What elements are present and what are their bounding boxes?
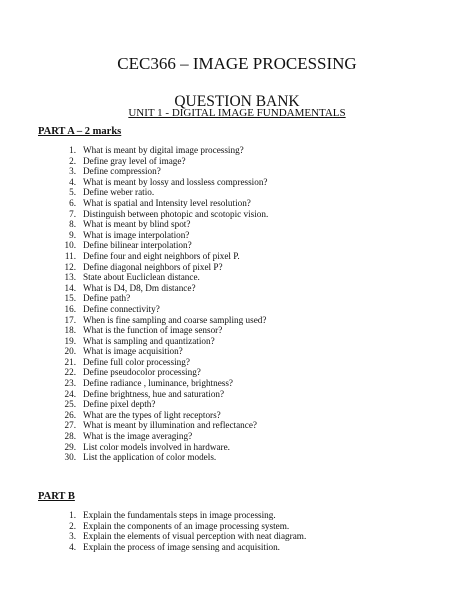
question-number: 8. — [69, 219, 76, 230]
question-item — [38, 272, 458, 283]
question-text: What is meant by illumination and reflectance? — [83, 420, 257, 431]
question-text: What is meant by blind spot? — [83, 219, 191, 230]
question-text: Define bilinear interpolation? — [83, 240, 192, 251]
question-number: 13. — [64, 272, 76, 283]
question-number: 16. — [64, 303, 76, 314]
question-number: 1. — [69, 145, 76, 155]
question-number: 3. — [69, 531, 76, 542]
question-text: What is image acquisition? — [83, 346, 183, 357]
question-text: When is fine sampling and coarse sampling used? — [83, 314, 267, 325]
question-item — [38, 177, 458, 188]
question-text: Explain the process of image sensing and acquisition. — [83, 541, 280, 552]
question-number: 10. — [64, 240, 76, 251]
question-item — [38, 251, 458, 262]
document-subtitle: QUESTION BANK — [174, 93, 300, 110]
question-number: 1. — [69, 510, 76, 520]
question-text: Explain the elements of visual perception with neat diagram. — [83, 531, 307, 542]
question-item — [38, 240, 458, 251]
question-number: 7. — [69, 208, 76, 219]
question-number: 15. — [64, 293, 76, 304]
question-text: Explain the fundamentals steps in image processing. — [83, 510, 276, 520]
question-text: Define four and eight neighbors of pixel P. — [83, 250, 240, 261]
question-text: What is image interpolation? — [83, 229, 190, 240]
question-number: 2. — [69, 520, 76, 531]
question-text: What is meant by lossy and lossless compression? — [83, 176, 268, 187]
question-item — [38, 346, 458, 357]
question-number: 23. — [64, 378, 76, 389]
question-text: What is meant by digital image processing? — [83, 145, 244, 155]
part-a-question-list — [38, 145, 458, 463]
question-number: 4. — [69, 541, 76, 552]
question-text: What is sampling and quantization? — [83, 335, 215, 346]
question-item — [38, 431, 458, 442]
question-item — [38, 293, 458, 304]
question-number: 19. — [64, 335, 76, 346]
part-b-heading: PART B — [38, 491, 75, 502]
question-item — [38, 262, 458, 273]
part-b-question-list — [38, 510, 458, 552]
question-text: What is the image averaging? — [83, 431, 193, 442]
question-number: 11. — [64, 250, 76, 261]
question-number: 28. — [64, 431, 76, 442]
question-text: List the application of color models. — [83, 452, 217, 463]
question-item — [38, 410, 458, 421]
question-number: 6. — [69, 197, 76, 208]
question-text: Define path? — [83, 293, 131, 304]
question-item — [38, 198, 458, 209]
question-number: 12. — [64, 261, 76, 272]
question-item — [38, 378, 458, 389]
question-item — [38, 325, 458, 336]
unit-heading: UNIT 1 - DIGITAL IMAGE FUNDAMENTALS — [128, 107, 346, 119]
question-number: 14. — [64, 282, 76, 293]
question-item — [38, 219, 458, 230]
question-number: 17. — [64, 314, 76, 325]
question-text: Explain the components of an image processing system. — [83, 520, 290, 531]
question-number: 22. — [64, 367, 76, 378]
question-item — [38, 145, 458, 156]
question-number: 5. — [69, 187, 76, 198]
question-number: 26. — [64, 409, 76, 420]
question-number: 3. — [69, 166, 76, 177]
question-item — [38, 357, 458, 368]
question-item — [38, 283, 458, 294]
question-item — [38, 166, 458, 177]
question-text: Define radiance , luminance, brightness? — [83, 378, 234, 389]
question-number: 29. — [64, 441, 76, 452]
question-item — [38, 315, 458, 326]
question-text: Define brightness, hue and saturation? — [83, 388, 225, 399]
question-text: What is spatial and Intensity level resolution? — [83, 197, 251, 208]
question-number: 4. — [69, 176, 76, 187]
question-text: Define pseudocolor processing? — [83, 367, 201, 378]
question-number: 20. — [64, 346, 76, 357]
question-item — [38, 187, 458, 198]
question-item — [38, 304, 458, 315]
question-item — [38, 209, 458, 220]
question-number: 2. — [69, 155, 76, 166]
question-number: 25. — [64, 399, 76, 410]
question-text: Distinguish between photopic and scotopic vision. — [83, 208, 269, 219]
question-text: List color models involved in hardware. — [83, 441, 230, 452]
question-text: Define gray level of image? — [83, 155, 186, 166]
question-item — [38, 521, 458, 532]
question-item — [38, 367, 458, 378]
question-item — [38, 230, 458, 241]
document-title: CEC366 – IMAGE PROCESSING — [117, 54, 357, 73]
question-text: Define weber ratio. — [83, 187, 155, 198]
question-text: Define pixel depth? — [83, 399, 156, 410]
question-number: 9. — [69, 229, 76, 240]
question-item — [38, 452, 458, 463]
question-item — [38, 542, 458, 553]
question-number: 21. — [64, 356, 76, 367]
question-item — [38, 442, 458, 453]
question-item — [38, 399, 458, 410]
question-item — [38, 510, 458, 521]
question-number: 18. — [64, 325, 76, 336]
question-item — [38, 336, 458, 347]
question-number: 27. — [64, 420, 76, 431]
question-text: State about Eucliclean distance. — [83, 272, 200, 283]
question-text: What are the types of light receptors? — [83, 409, 221, 420]
question-text: Define full color processing? — [83, 356, 190, 367]
part-a-heading: PART A – 2 marks — [38, 126, 122, 137]
question-item — [38, 531, 458, 542]
question-text: What is the function of image sensor? — [83, 325, 223, 336]
question-text: Define diagonal neighbors of pixel P? — [83, 261, 223, 272]
question-text: What is D4, D8, Dm distance? — [83, 282, 196, 293]
question-item — [38, 389, 458, 400]
question-number: 30. — [64, 452, 76, 463]
question-number: 24. — [64, 388, 76, 399]
question-item — [38, 156, 458, 167]
question-item — [38, 420, 458, 431]
question-text: Define connectivity? — [83, 303, 160, 314]
question-text: Define compression? — [83, 166, 161, 177]
